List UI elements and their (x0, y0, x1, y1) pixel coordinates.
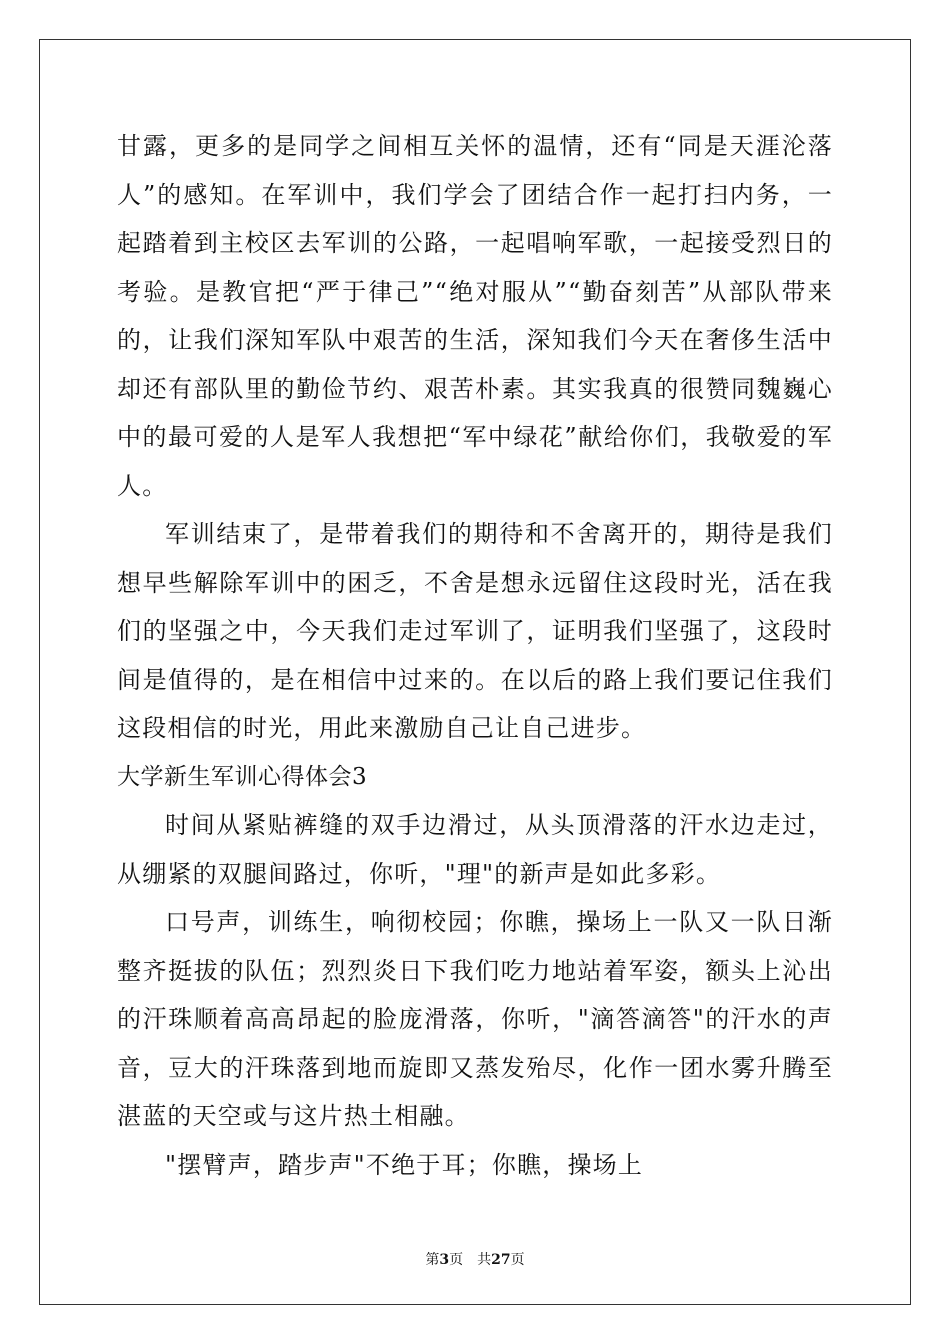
document-body (117, 122, 833, 1189)
footer-page-suffix: 页 (449, 1252, 464, 1268)
paragraph-training-end: 军训结束了，是带着我们的期待和不舍离开的，期待是我们想早些解除军训中的困乏，不舍是想永远留住这段时光，活在我们的坚强之中，今天我们走过军训了，证明我们坚强了，这段时间是值得的，是在相信中过来的。在以后的路上我们要记住我们这段相信的时光，用此来激励自己让自己进步。 (117, 520, 833, 742)
section-heading: 大学新生军训心得体会3 (117, 763, 368, 790)
footer-page-prefix: 第 (425, 1252, 440, 1268)
paragraph-time: 时间从紧贴裤缝的双手边滑过，从头顶滑落的汗水边走过，从绷紧的双腿间路过，你听，"理"的新声是如此多彩。 (117, 811, 833, 888)
paragraph-slogans: 口号声，训练生，响彻校园；你瞧，操场上一队又一队日渐整齐挺拔的队伍；烈烈炎日下我们吃力地站着军姿，额头上沁出的汗珠顺着高高昂起的脸庞滑落，你听，"滴答滴答"的汗水的声音，豆大的汗珠落到地而旋即又蒸发殆尽，化作一团水雾升腾至湛蓝的天空或与这片热土相融。 (117, 908, 833, 1130)
page-footer (0, 1249, 950, 1269)
footer-page-current: 3 (439, 1252, 450, 1268)
footer-total-suffix: 页 (510, 1252, 525, 1268)
paragraph-arm-swing: "摆臂声，踏步声"不绝于耳；你瞧，操场上 (165, 1150, 644, 1179)
paragraph-continuation: 甘露，更多的是同学之间相互关怀的温情，还有“同是天涯沦落人”的感知。在军训中，我们学会了团结合作一起打扫内务，一起踏着到主校区去军训的公路，一起唱响军歌，一起接受烈日的考验。是教官把“严于律己”“绝对服从”“勤奋刻苦”从部队带来的，让我们深知军队中艰苦的生活，深知我们今天在奢侈生活中却还有部队里的勤俭节约、艰苦朴素。其实我真的很赞同魏巍心中的最可爱的人是军人我想把“军中绿花”献给你们，我敬爱的军人。 (117, 132, 833, 500)
footer-total-prefix: 共 (477, 1252, 492, 1268)
footer-page-total: 27 (491, 1252, 511, 1268)
